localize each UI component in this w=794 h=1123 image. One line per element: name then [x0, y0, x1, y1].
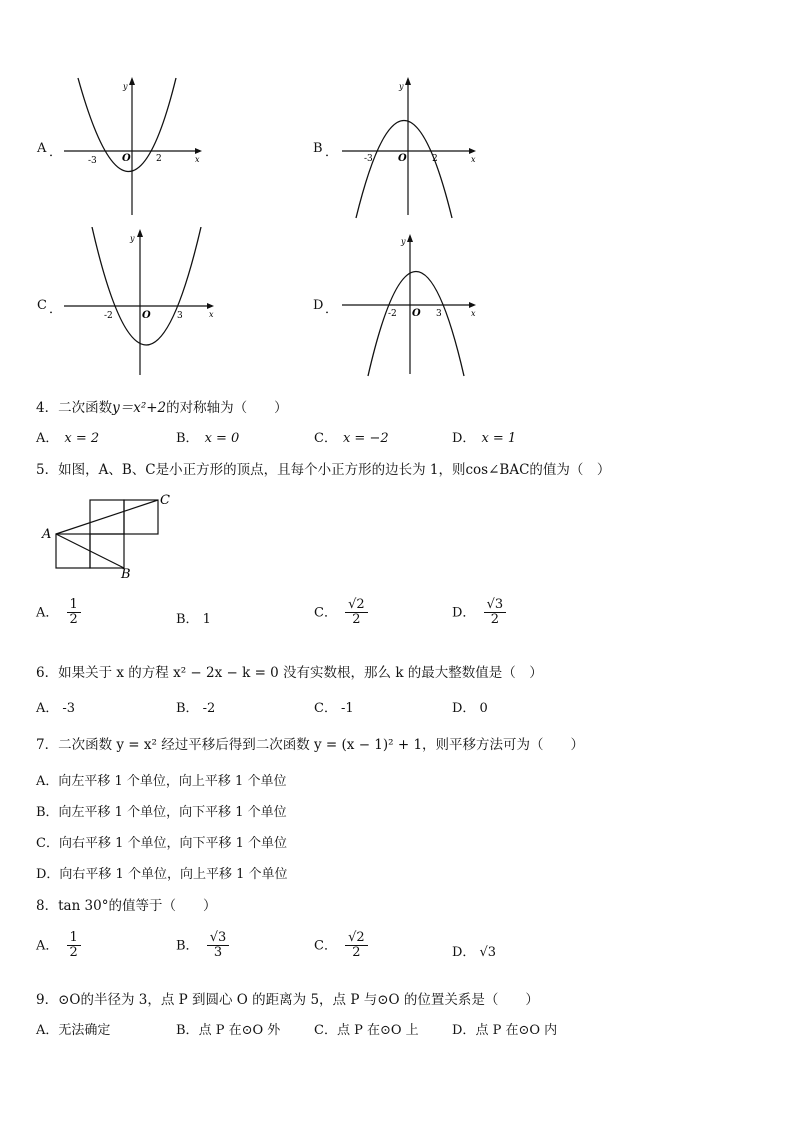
tick-label: -3	[88, 156, 97, 166]
tick-label: -2	[104, 311, 113, 321]
q8-stem: 8．tan 30°的值等于（ ）	[36, 898, 217, 914]
q9-option-a[interactable]: A．无法确定	[36, 1023, 111, 1038]
q5-option-c[interactable]: C． $\frac{√2}{2}$	[314, 598, 368, 628]
tick-label: 3	[177, 311, 183, 321]
x-axis-label: x	[471, 309, 476, 318]
option-letter: B	[313, 141, 323, 156]
option-letter: C	[37, 298, 47, 313]
tick-label: 2	[156, 154, 162, 164]
q5-option-b[interactable]: B． 1	[176, 612, 211, 627]
parabola-graph-c	[60, 227, 222, 377]
q9-option-d[interactable]: D．点 P 在⊙O 内	[452, 1023, 558, 1038]
parabola-graph-b	[338, 75, 483, 220]
q4-stem	[36, 396, 288, 416]
q5-option-d[interactable]: D． $\frac{√3}{2}$	[452, 598, 506, 628]
x-axis-label: x	[471, 155, 476, 164]
q4-stem-pre: 4．二次函数	[36, 400, 113, 416]
q6-option-c[interactable]: C． -1	[314, 701, 354, 716]
option-letter: D	[313, 298, 324, 313]
q4-option-b[interactable]: B． x = 0	[176, 431, 240, 446]
q8-option-b[interactable]: B． $\frac{√3}{3}$	[176, 931, 229, 961]
q5-grid-figure	[40, 490, 180, 580]
point-b-label: B	[121, 567, 131, 580]
x-axis-label: x	[209, 310, 214, 319]
tick-label: -3	[364, 154, 373, 164]
q8-option-a[interactable]: A． $\frac{1}{2}$	[36, 931, 81, 961]
q7-stem: 7．二次函数 y = x² 经过平移后得到二次函数 y = (x − 1)² + 1，则平移方法可为（ ）	[36, 737, 585, 753]
y-axis-label: y	[401, 237, 406, 246]
x-axis-label: x	[195, 155, 200, 164]
q4-option-a[interactable]: A． x = 2	[36, 431, 100, 446]
q7-option-b[interactable]: B．向左平移 1 个单位，向下平移 1 个单位	[36, 805, 287, 820]
tick-label: 3	[436, 309, 442, 319]
tick-label: -2	[388, 309, 397, 319]
q5-stem: 5．如图，A、B、C是小正方形的顶点，且每个小正方形的边长为 1，则cos∠BAC的值为（ ）	[36, 462, 611, 478]
y-axis-label: y	[123, 82, 128, 91]
q9-option-c[interactable]: C．点 P 在⊙O 上	[314, 1023, 419, 1038]
y-axis-label: y	[399, 82, 404, 91]
parabola-graph-a	[60, 75, 210, 220]
q4-stem-post: 的对称轴为（ ）	[166, 400, 288, 416]
origin-label: O	[142, 310, 151, 321]
parabola-graph-d	[338, 232, 483, 377]
origin-label: O	[412, 308, 421, 319]
q9-option-b[interactable]: B．点 P 在⊙O 外	[176, 1023, 281, 1038]
q9-stem: 9．⊙O的半径为 3，点 P 到圆心 O 的距离为 5，点 P 与⊙O 的位置关系是（ ）	[36, 992, 539, 1008]
q8-option-c[interactable]: C． $\frac{√2}{2}$	[314, 931, 368, 961]
tick-label: 2	[432, 154, 438, 164]
q6-stem: 6．如果关于 x 的方程 x² − 2x − k = 0 没有实数根，那么 k 的最大整数值是（ ）	[36, 665, 543, 681]
q6-option-d[interactable]: D． 0	[452, 701, 488, 716]
q7-option-a[interactable]: A．向左平移 1 个单位，向上平移 1 个单位	[36, 774, 287, 789]
q4-stem-math: y＝x²+2	[112, 400, 167, 416]
point-a-label: A	[42, 527, 52, 542]
origin-label: O	[122, 153, 131, 164]
q4-option-c[interactable]: C． x = −2	[314, 431, 389, 446]
point-c-label: C	[160, 493, 170, 508]
q4-option-d[interactable]: D． x = 1	[452, 431, 517, 446]
q6-option-b[interactable]: B． -2	[176, 701, 216, 716]
option-letter: A	[37, 141, 47, 156]
q5-option-a[interactable]: A． $\frac{1}{2}$	[36, 598, 81, 628]
q6-option-a[interactable]: A． -3	[36, 701, 76, 716]
origin-label: O	[398, 153, 407, 164]
y-axis-label: y	[130, 234, 135, 243]
q8-option-d[interactable]: D． √3	[452, 945, 496, 960]
q7-option-c[interactable]: C．向右平移 1 个单位，向下平移 1 个单位	[36, 836, 288, 851]
q7-option-d[interactable]: D．向右平移 1 个单位，向上平移 1 个单位	[36, 867, 288, 882]
